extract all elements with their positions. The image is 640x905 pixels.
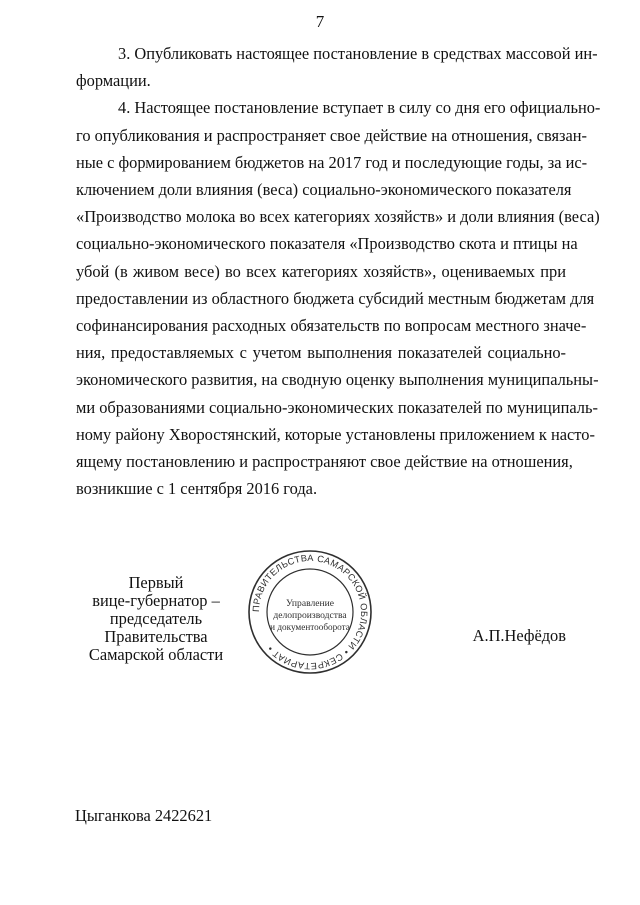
paragraph-2-line: возникшие с 1 сентября 2016 года. bbox=[76, 479, 318, 499]
signer-title-line: вице-губернатор – bbox=[92, 591, 220, 610]
paragraph-2-line: 4. Настоящее постановление вступает в силу со дня его официально- bbox=[118, 98, 601, 118]
paragraph-2-line: ния, предоставляемых с учетом выполнения показателей социально- bbox=[76, 343, 566, 363]
paragraph-1-line: 3. Опубликовать настоящее постановление в средствах массовой ин- bbox=[118, 44, 598, 63]
executor-footer: Цыганкова 2422621 bbox=[75, 806, 213, 825]
paragraph-2-line: социально-экономического показателя «Производство скота и птицы на bbox=[76, 234, 578, 254]
paragraph-2-line: экономического развития, на сводную оценку выполнения муниципальны- bbox=[76, 370, 599, 390]
stamp-center-line-3: и документооборота bbox=[270, 622, 350, 632]
document-body bbox=[76, 40, 601, 502]
paragraph-2-line: софинансирования расходных обязательств по вопросам местного значе- bbox=[76, 316, 587, 336]
paragraph-2-line: предоставлении из областного бюджета субсидий местным бюджетам для bbox=[76, 288, 595, 308]
signer-title-line: председатель Правительства bbox=[104, 609, 208, 646]
paragraph-2-line: «Производство молока во всех категориях хозяйств» и доли влияния (веса) bbox=[76, 207, 600, 227]
official-stamp bbox=[246, 548, 374, 676]
paragraph-2-line: го опубликования и распространяет свое действие на отношения, связан- bbox=[76, 125, 587, 145]
signer-title-line: Первый bbox=[128, 573, 184, 592]
paragraph-2-line: ные с формированием бюджетов на 2017 год и последующие годы, за ис- bbox=[76, 152, 588, 172]
page-number: 7 bbox=[315, 12, 325, 31]
signer-name: А.П.Нефёдов bbox=[472, 626, 566, 645]
signer-title-line: Самарской области bbox=[88, 645, 224, 664]
stamp-ring-text: ПРАВИТЕЛЬСТВА САМАРСКОЙ ОБЛАСТИ • СЕКРЕТАРИАТ • bbox=[250, 552, 370, 672]
signer-title bbox=[60, 574, 252, 664]
paragraph-2-line: ному району Хворостянский, которые установлены приложением к насто- bbox=[76, 424, 595, 444]
paragraph-2-line: ми образованиями социально-экономических показателей по муниципаль- bbox=[76, 397, 598, 417]
stamp-center-line-2: делопроизводства bbox=[273, 610, 347, 621]
paragraph-2-line: ключением доли влияния (веса) социально-экономического показателя bbox=[76, 180, 572, 200]
paragraph-2-line: ящему постановлению и распространяют свое действие на отношения, bbox=[76, 452, 573, 472]
paragraph-2-line: убой (в живом весе) во всех категориях хозяйств», оцениваемых при bbox=[76, 261, 566, 281]
stamp-center-line-1: Управление bbox=[285, 598, 335, 609]
paragraph-1-line: формации. bbox=[76, 71, 151, 91]
